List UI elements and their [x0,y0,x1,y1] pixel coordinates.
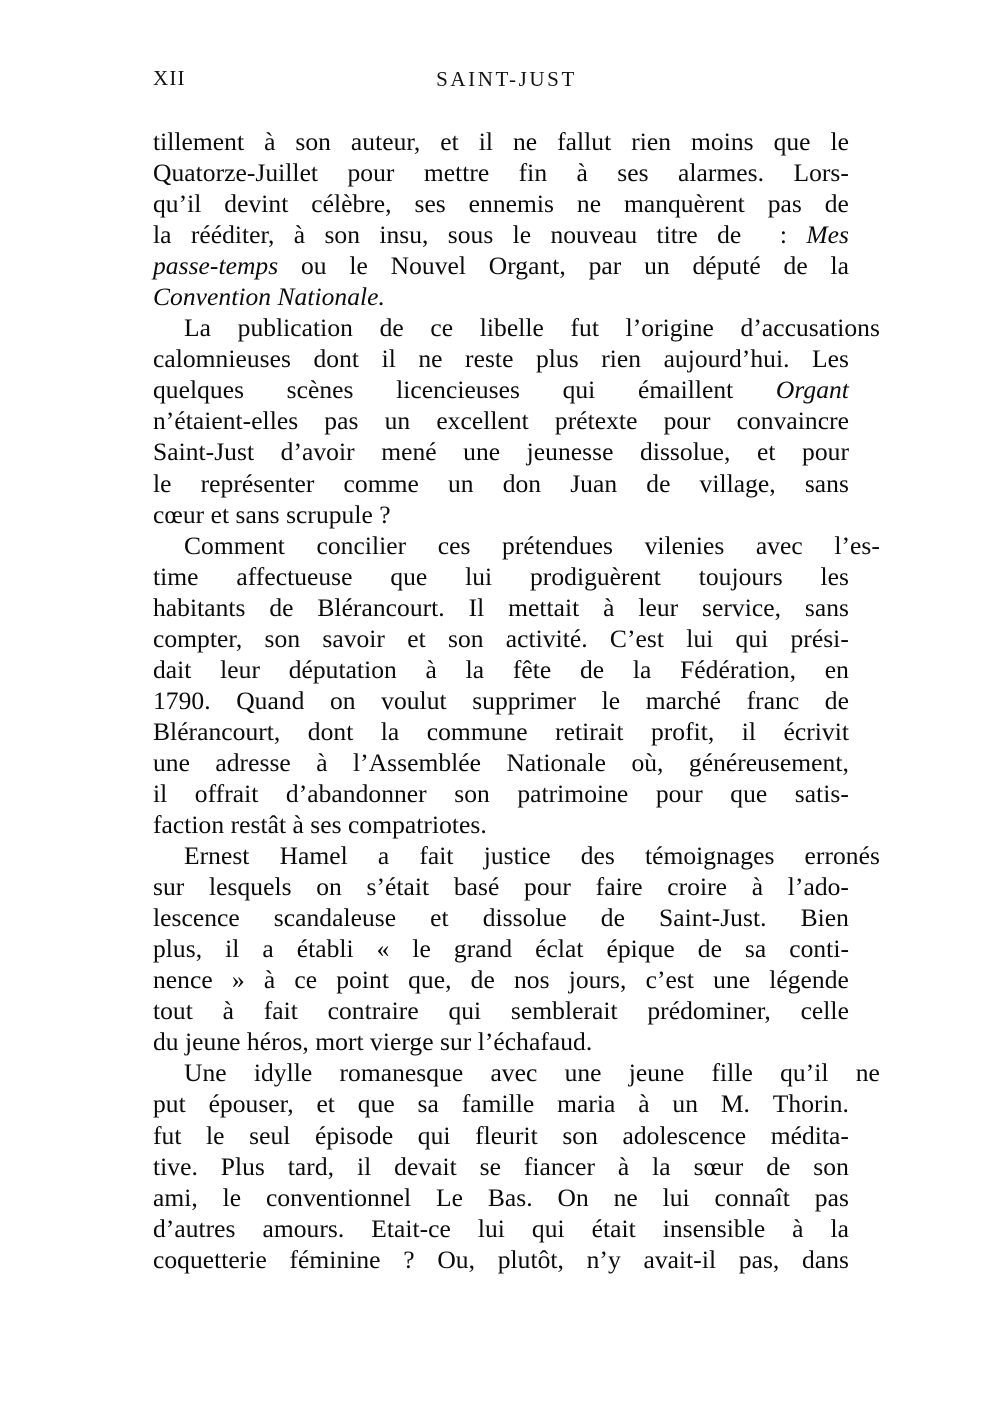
text-line: Une idylle romanesque avec une jeune fille qu’il ne [184,1058,880,1088]
text-line: calomnieuses dont il ne reste plus rien aujourd’hui. Les [153,344,849,374]
text-line: lescence scandaleuse et dissolue de Saint-Just. Bien [153,903,849,933]
italic-run: Convention Nationale. [153,282,385,312]
paragraph [153,530,880,840]
text-line: fut le seul épisode qui fleurit son adolescence médita- [153,1120,849,1150]
text-line: cœur et sans scrupule ? [153,499,391,529]
italic-run: passe-temps [153,251,279,281]
text-line: Saint-Just d’avoir mené une jeunesse dissolue, et pour [153,437,849,467]
text-line: sur lesquels on s’était basé pour faire croire à l’ado- [153,872,849,902]
body-text-block [153,126,880,1275]
text-line: qu’il devint célèbre, ses ennemis ne manquèrent pas de [153,189,849,219]
text-line: il offrait d’abandonner son patrimoine pour que satis- [153,778,849,808]
italic-run: Organt [775,375,849,405]
page-folio: XII [153,66,186,90]
text-line: 1790. Quand on voulut supprimer le marché franc de [153,685,849,715]
text-line: coquetterie féminine ? Ou, plutôt, n’y avait-il pas, dans [153,1244,849,1274]
text-line: le représenter comme un don Juan de village, sans [153,468,849,498]
text-line: n’étaient-elles pas un excellent prétexte pour convaincre [153,406,849,436]
text-line: Ernest Hamel a fait justice des témoignages erronés [184,841,880,871]
text-line: une adresse à l’Assemblée Nationale où, généreusement, [153,747,849,777]
text-line: dait leur députation à la fête de la Fédération, en [153,654,849,684]
running-header [153,66,848,96]
text-line: put épouser, et que sa famille maria à un M. Thorin. [153,1089,849,1119]
text-line: plus, il a établi « le grand éclat épique de sa conti- [153,934,849,964]
text-line: tillement à son auteur, et il ne fallut rien moins que le [153,127,849,156]
running-head-title: SAINT-JUST [436,67,577,91]
text-line: habitants de Blérancourt. Il mettait à leur service, sans [153,592,849,622]
text-line: tive. Plus tard, il devait se fiancer à la sœur de son [153,1151,849,1181]
text-line: Quatorze-Juillet pour mettre fin à ses alarmes. Lors- [153,158,849,188]
text-line: la rééditer, à son insu, sous le nouveau titre de : Mes [153,220,849,250]
paragraph [153,1057,880,1274]
text-line: Blérancourt, dont la commune retirait profit, il écrivit [153,716,849,746]
text-line: time affectueuse que lui prodiguèrent toujours les [153,561,849,591]
text-line: quelques scènes licencieuses qui émaillent Organt [153,375,849,405]
text-line: tout à fait contraire qui semblerait prédominer, celle [153,996,849,1026]
text-line: Comment concilier ces prétendues vilenies avec l’es- [184,530,880,560]
text-line: passe-temps ou le Nouvel Organt, par un député de la [153,251,849,281]
text-line: compter, son savoir et son activité. C’est lui qui prési- [153,623,849,653]
text-line: d’autres amours. Etait-ce lui qui était insensible à la [153,1213,849,1243]
text-line: La publication de ce libelle fut l’origine d’accusations [184,313,880,343]
italic-run: Mes [806,220,849,250]
paragraph [153,840,880,1057]
text-line: ami, le conventionnel Le Bas. On ne lui connaît pas [153,1182,849,1212]
text-line: nence » à ce point que, de nos jours, c’est une légende [153,965,849,995]
text-line [153,281,849,312]
text-line: du jeune héros, mort vierge sur l’échafaud. [153,1027,593,1057]
paragraph [153,312,880,529]
text-line: faction restât à ses compatriotes. [153,810,487,840]
paragraph [153,126,849,312]
